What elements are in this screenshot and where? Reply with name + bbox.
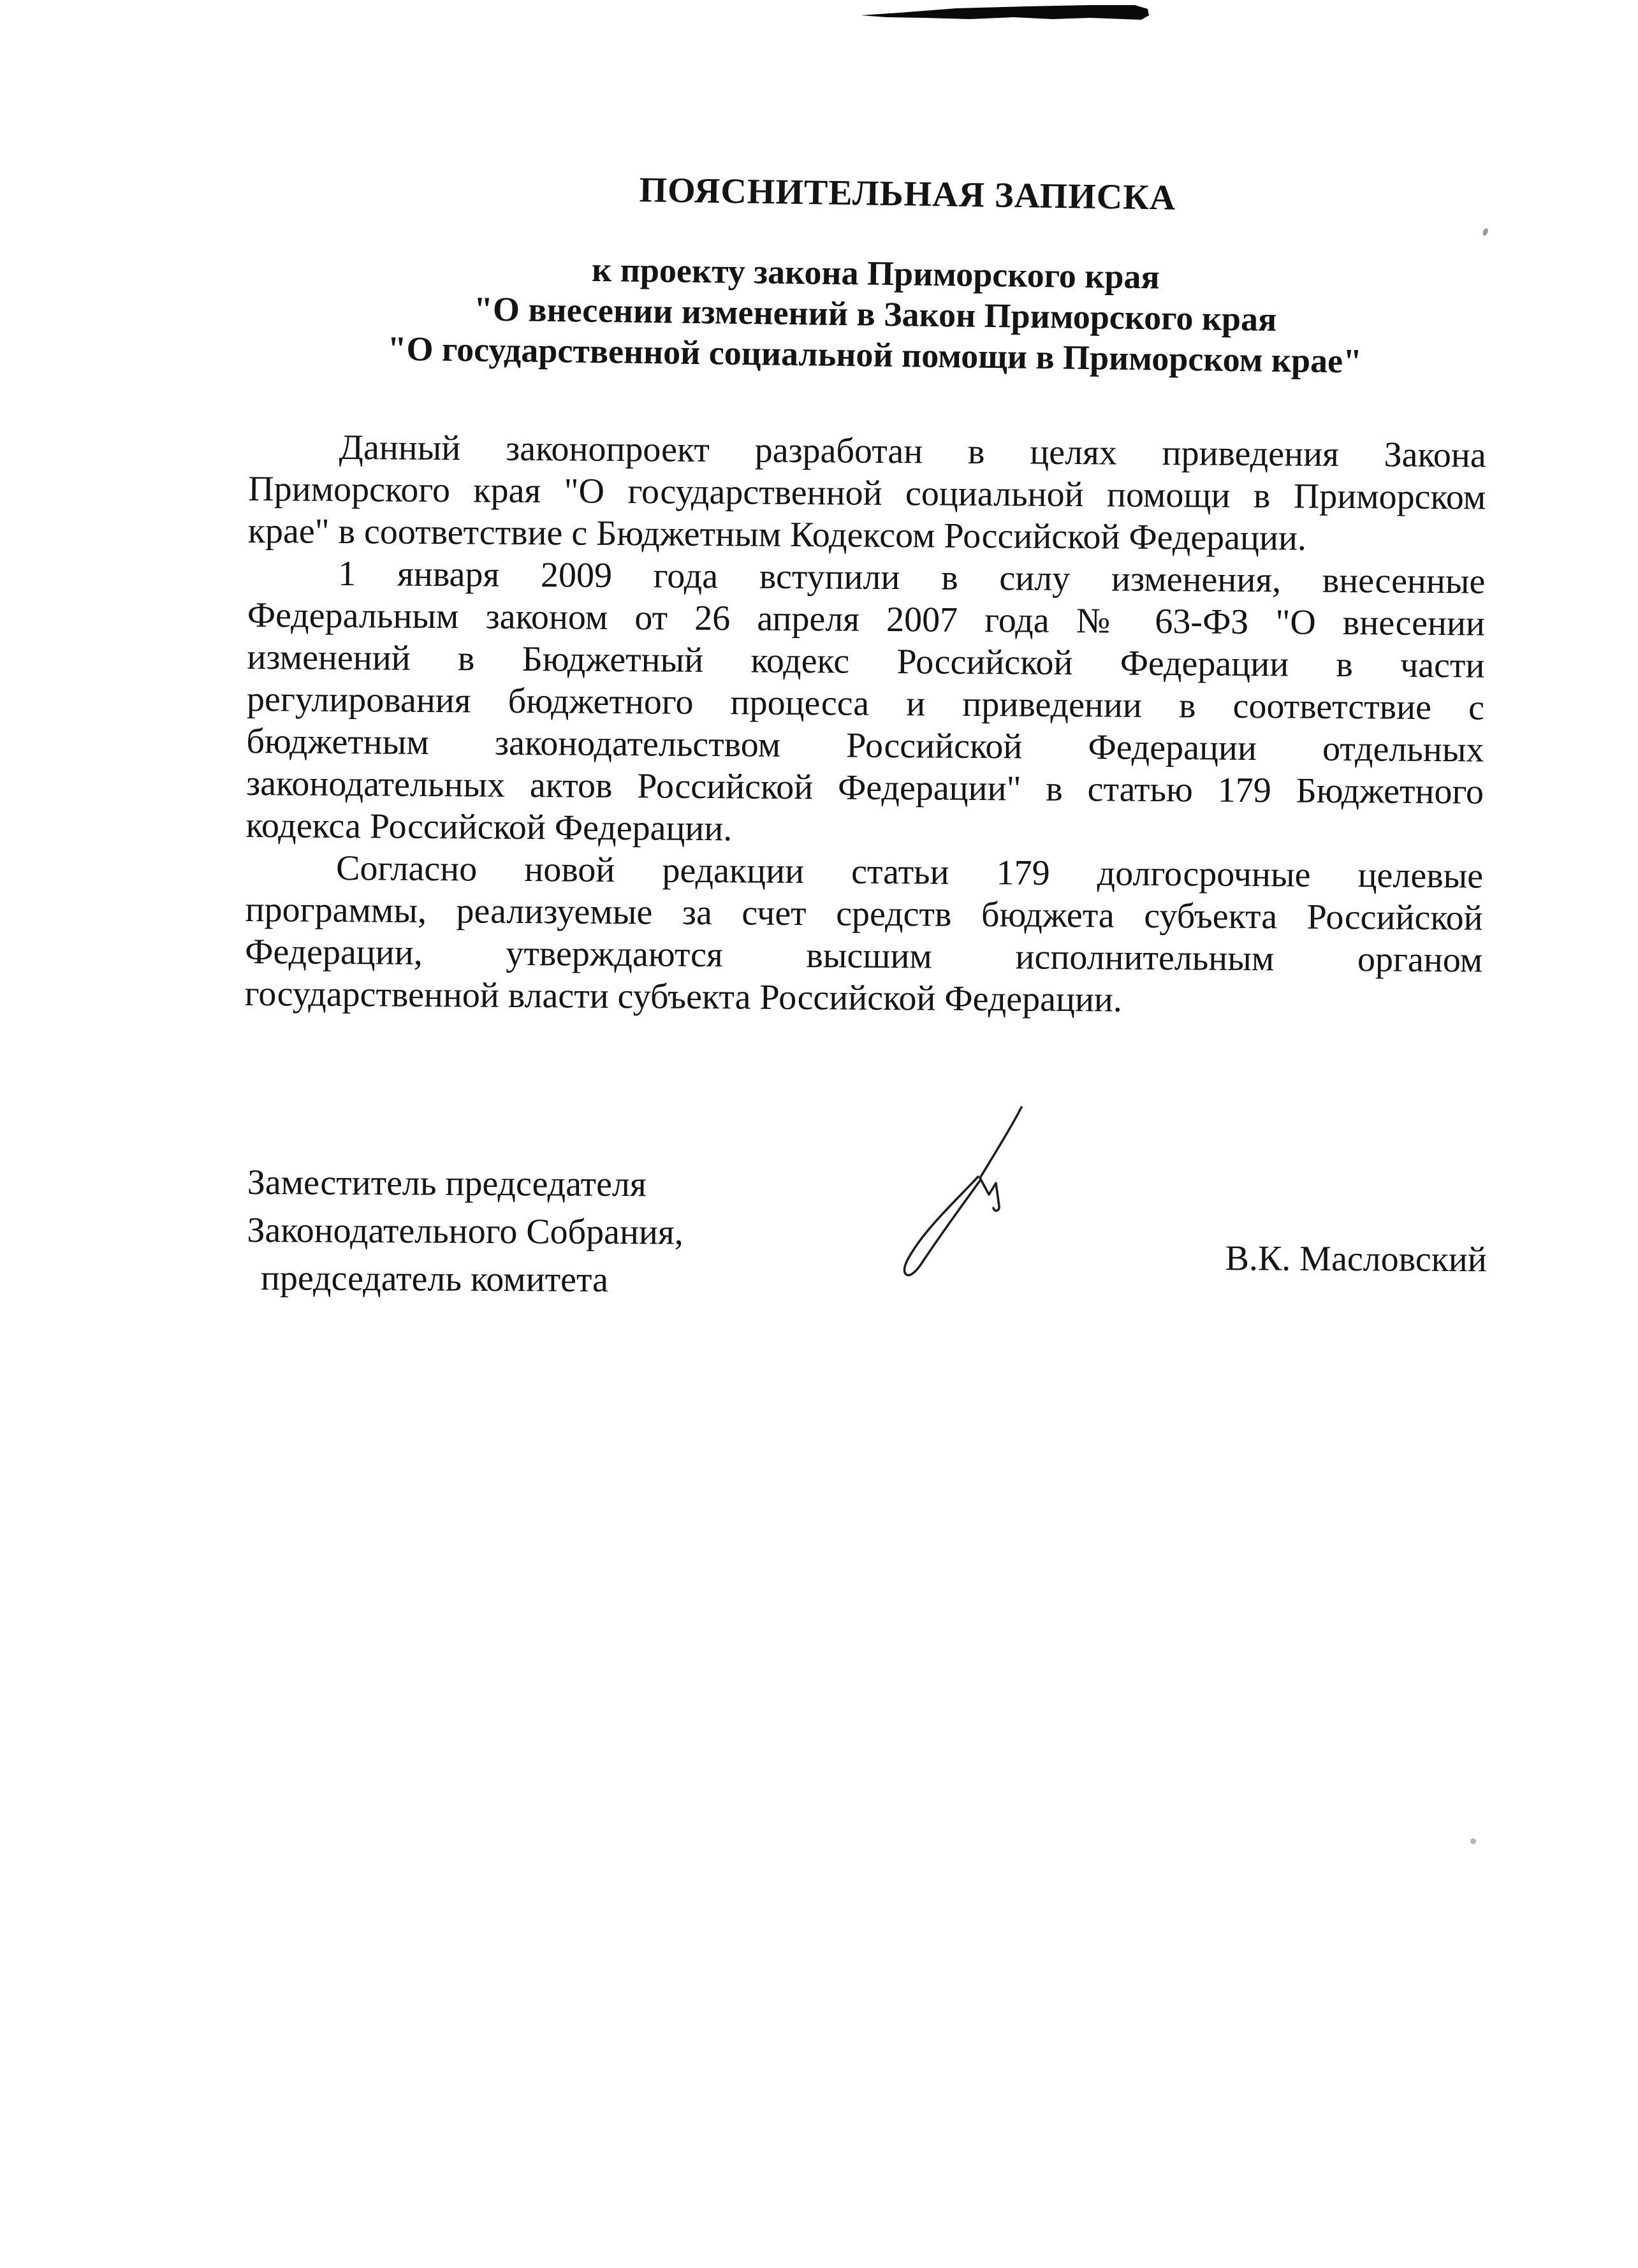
document-subtitle xyxy=(256,245,1494,383)
body-text-line: государственной власти субъекта Российской Федерации. xyxy=(244,973,1123,1020)
body-text-line: Федеральным законом от 26 апреля 2007 года № 63-ФЗ "О внесении xyxy=(247,595,1486,644)
body-text-line: Федерации, утверждаются высшим исполнительным органом xyxy=(245,931,1483,980)
scan-streak-artifact xyxy=(861,3,1154,25)
body-text-line: крае" в соответствие с Бюджетным Кодексом Российской Федерации. xyxy=(247,511,1307,558)
signature-position-line: Заместитель председателя xyxy=(247,1162,647,1205)
body-text-line: Согласно новой редакции статьи 179 долгосрочные целевые xyxy=(335,848,1484,896)
body-text-line: Приморского края "О государственной социальной помощи в Приморском xyxy=(248,469,1486,518)
scan-speck xyxy=(1482,228,1489,236)
scan-speck xyxy=(1470,1838,1476,1844)
signature-position-block xyxy=(247,1159,684,1305)
body-text-line: программы, реализуемые за счет средств бюджета субъекта Российской xyxy=(245,889,1483,938)
signature-position-line: Законодательного Собрания, xyxy=(247,1210,684,1253)
signer-name: В.К. Масловский xyxy=(1225,1239,1487,1280)
body-text-line: законодательных актов Российской Федерации" в статью 179 Бюджетного xyxy=(245,763,1484,812)
body-text-line: регулирования бюджетного процесса и приведении в соответствие с xyxy=(246,679,1485,728)
document-title: ПОЯСНИТЕЛЬНАЯ ЗАПИСКА xyxy=(639,170,1176,218)
signature-position-line: председатель комитета xyxy=(260,1258,609,1300)
body-text-line: изменений в Бюджетный кодекс Российской Федерации в части xyxy=(247,637,1485,686)
subtitle-line: "О государственной социальной помощи в Приморском крае" xyxy=(387,329,1363,381)
subtitle-line: "О внесении изменений в Закон Приморского края xyxy=(473,289,1277,338)
body-text-line: кодекса Российской Федерации. xyxy=(245,805,733,849)
body-text-line: Данный законопроект разработан в целях приведения Закона xyxy=(339,427,1486,476)
body-text-line: 1 января 2009 года вступили в силу изменения, внесенные xyxy=(338,553,1486,602)
subtitle-line: к проекту закона Приморского края xyxy=(591,250,1160,296)
handwritten-signature xyxy=(885,1105,1039,1286)
body-text-line: бюджетным законодательством Российской Федерации отдельных xyxy=(246,721,1484,770)
document-body xyxy=(245,426,1486,1024)
